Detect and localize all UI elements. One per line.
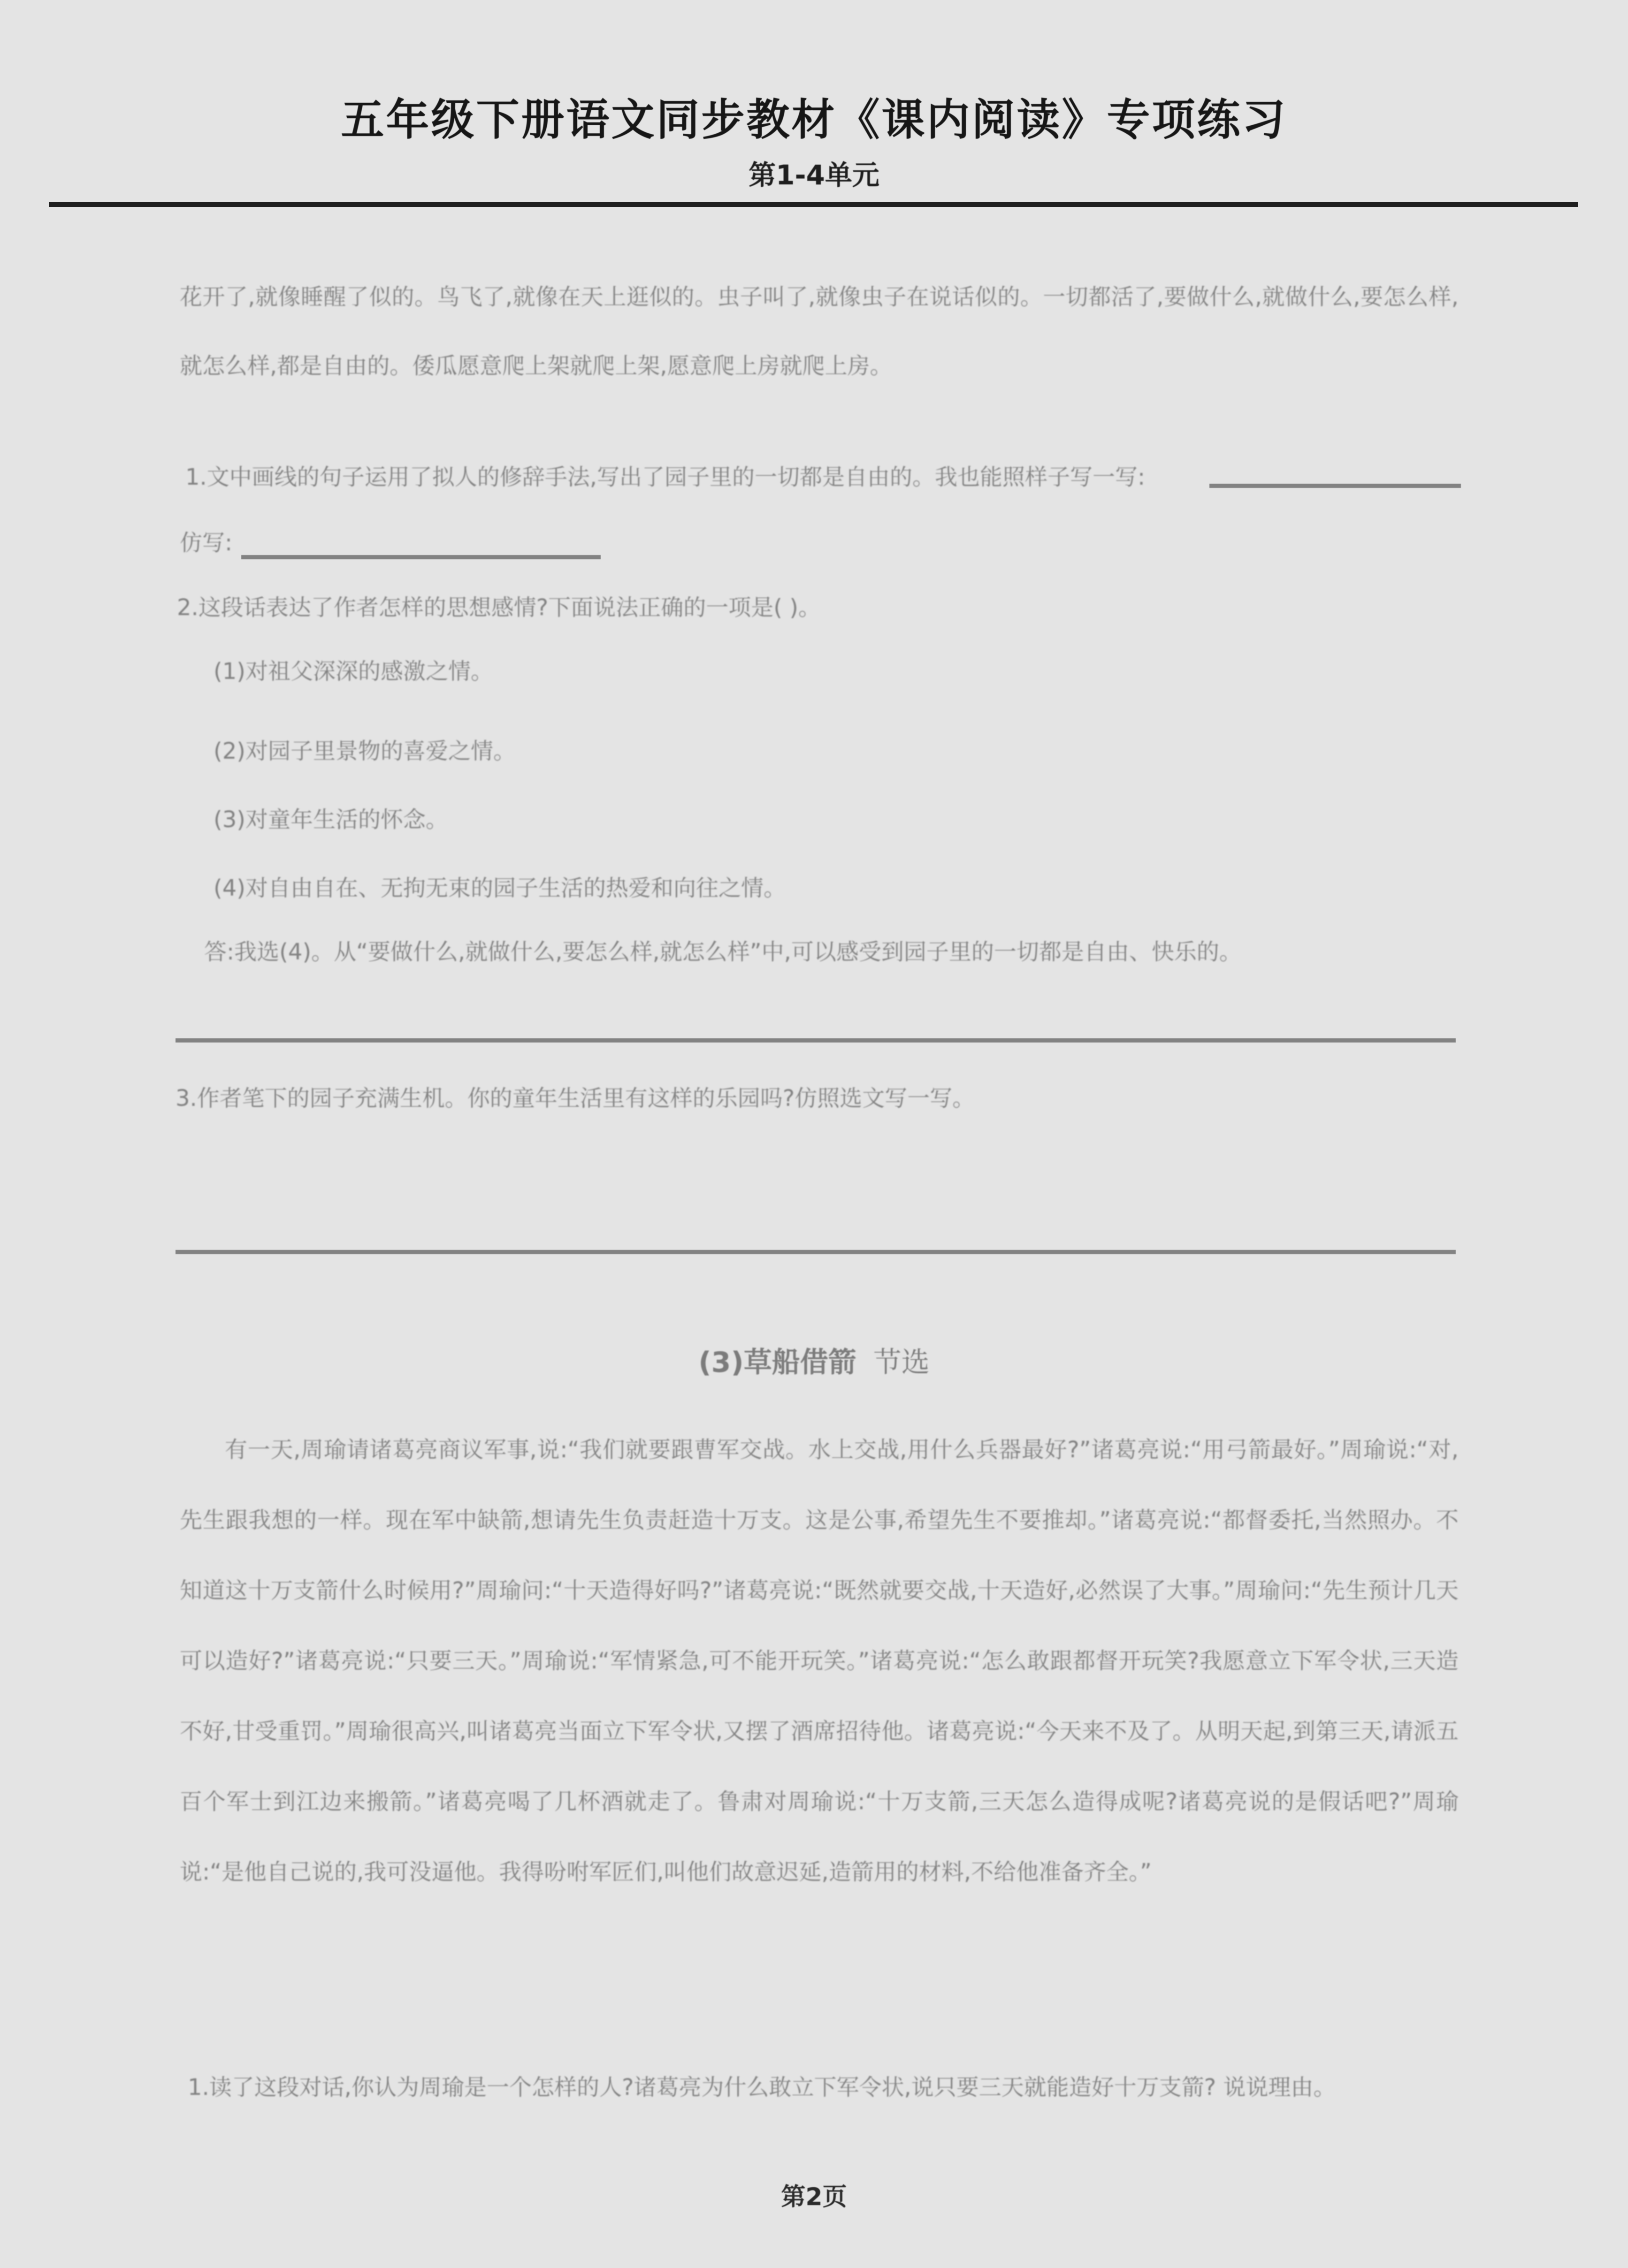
question-1: 1.文中画线的句子运用了拟人的修辞手法,写出了园子里的一切都是自由的。我也能照样子写一写: xyxy=(185,464,1146,490)
question-2: 2.这段话表达了作者怎样的思想感情?下面说法正确的一项是( )。 xyxy=(177,594,821,621)
question-2-option-2: (2)对园子里景物的喜爱之情。 xyxy=(214,738,516,764)
answer-rule-1 xyxy=(176,1038,1456,1043)
question-2-option-4: (4)对自由自在、无拘无束的园子生活的热爱和向往之情。 xyxy=(214,875,786,901)
page-number: 第2页 xyxy=(781,2183,847,2211)
fill-blank-line-2 xyxy=(241,555,601,559)
answer-rule-2 xyxy=(176,1250,1456,1254)
page-title: 五年级下册语文同步教材《课内阅读》专项练习 xyxy=(341,95,1287,145)
header-rule xyxy=(49,202,1578,207)
page-subtitle: 第1-4单元 xyxy=(749,159,879,191)
answer-line-text: 答:我选(4)。从“要做什么,就做什么,要怎么样,就怎么样”中,可以感受到园子里的一切都是自由、快乐的。 xyxy=(204,939,1242,965)
passage-tail-paragraph: 花开了,就像睡醒了似的。鸟飞了,就像在天上逛似的。虫子叫了,就像虫子在说话似的。一切都活了,要做什么,就做什么,要怎么样,就怎么样,都是自由的。倭瓜愿意爬上架就爬上架,愿意爬上房就爬上房。 xyxy=(180,284,1459,379)
section-3-passage: 有一天,周瑜请诸葛亮商议军事,说:“我们就要跟曹军交战。水上交战,用什么兵器最好?”诸葛亮说:“用弓箭最好。”周瑜说:“对,先生跟我想的一样。现在军中缺箭,想请先生负责赶造十万支。这是公事,希望先生不要推却。”诸葛亮说:“都督委托,当然照办。不知道这十万支箭什么时候用?”周瑜问:“十天造得好吗?”诸葛亮说:“既然就要交战,十天造好,必然误了大事。”周瑜问:“先生预计几天可以造好?”诸葛亮说:“只要三天。”周瑜说:“军情紧急,可不能开玩笑。”诸葛亮说:“怎么敢跟都督开玩笑?我愿意立下军令状,三天造不好,甘受重罚。”周瑜很高兴,叫诸葛亮当面立下军令状,又摆了酒席招待他。诸葛亮说:“今天来不及了。从明天起,到第三天,请派五百个军士到江边来搬箭。”诸葛亮喝了几杯酒就走了。鲁肃对周瑜说:“十万支箭,三天怎么造得成呢?诸葛亮说的是假话吧?”周瑜说:“是他自己说的,我可没逼他。我得吩咐军匠们,叫他们故意迟延,造箭用的材料,不给他准备齐全。” xyxy=(180,1437,1459,1885)
question-2-option-1: (1)对祖父深深的感激之情。 xyxy=(214,658,493,685)
section-3-title: 草船借箭 xyxy=(743,1346,856,1379)
question-1-answer-label: 仿写: xyxy=(180,530,233,556)
section-3-heading xyxy=(0,1340,1628,1380)
question-2-option-3: (3)对童年生活的怀念。 xyxy=(214,807,448,833)
section-3-index: (3) xyxy=(698,1346,744,1379)
question-3: 3.作者笔下的园子充满生机。你的童年生活里有这样的乐园吗?仿照选文写一写。 xyxy=(176,1085,975,1111)
fill-blank-line-1 xyxy=(1209,484,1461,488)
section-3-question: 1.读了这段对话,你认为周瑜是一个怎样的人?诸葛亮为什么敢立下军令状,说只要三天就能造好十万支箭? 说说理由。 xyxy=(188,2074,1336,2101)
section-3-suffix: 节选 xyxy=(873,1346,930,1379)
